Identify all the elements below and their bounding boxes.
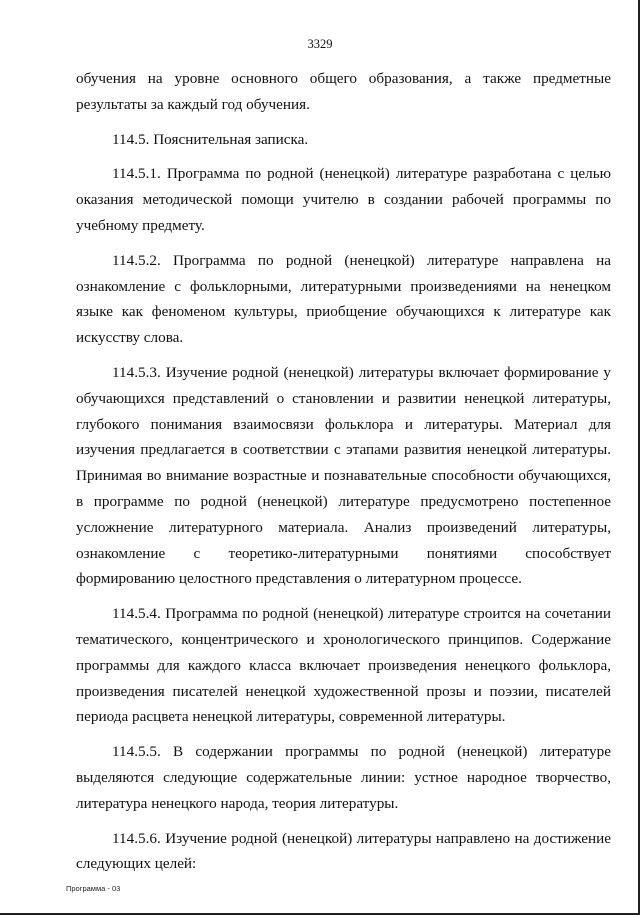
paragraph-continuation: обучения на уровне основного общего образования, а также предметные результаты за каждый год обучения. bbox=[76, 70, 611, 113]
footer-label: Программа - 03 bbox=[66, 884, 121, 893]
paragraph-114-5-2: 114.5.2. Программа по родной (ненецкой) литературе направлена на ознакомление с фольклорными, литературными произведениями на ненецком языке как феноменом культуры, приобщение обучающихся к литературе как искусству слова. bbox=[76, 251, 611, 347]
paragraph-114-5: 114.5. Пояснительная записка. bbox=[112, 130, 309, 148]
document-body bbox=[76, 66, 611, 886]
page-number: 3329 bbox=[307, 37, 333, 51]
paragraph-114-5-3: 114.5.3. Изучение родной (ненецкой) литературы включает формирование у обучающихся представлений о становлении и развитии ненецкой литературы, глубокого понимания взаимосвязи фольклора и литературы. Материал для изучения предлагается в соответствии с этапами развития ненецкой литературы. Принимая во внимание возрастные и познавательные способности обучающихся, в программе по родной (ненецкой) литературе предусмотрено постепенное усложнение литературного материала. Анализ произведений литературы, ознакомление с теоретико-литературными понятиями способствует формированию целостного представления о литературном процессе. bbox=[76, 363, 611, 588]
paragraph-114-5-5: 114.5.5. В содержании программы по родной (ненецкой) литературе выделяются следующие содержательные линии: устное народное творчество, литература ненецкого народа, теория литературы. bbox=[76, 743, 611, 812]
paragraph-114-5-4: 114.5.4. Программа по родной (ненецкой) литературе строится на сочетании тематического, концентрического и хронологического принципов. Содержание программы для каждого класса включает произведения ненецкого фольклора, произведения писателей ненецкой художественной прозы и поэзии, писателей периода расцвета ненецкой литературы, современной литературы. bbox=[76, 605, 611, 726]
paragraph-114-5-1: 114.5.1. Программа по родной (ненецкой) литературе разработана с целью оказания методической помощи учителю в создании рабочей программы по учебному предмету. bbox=[76, 165, 611, 234]
paragraph-114-5-6: 114.5.6. Изучение родной (ненецкой) литературы направлено на достижение следующих целей: bbox=[76, 829, 611, 873]
